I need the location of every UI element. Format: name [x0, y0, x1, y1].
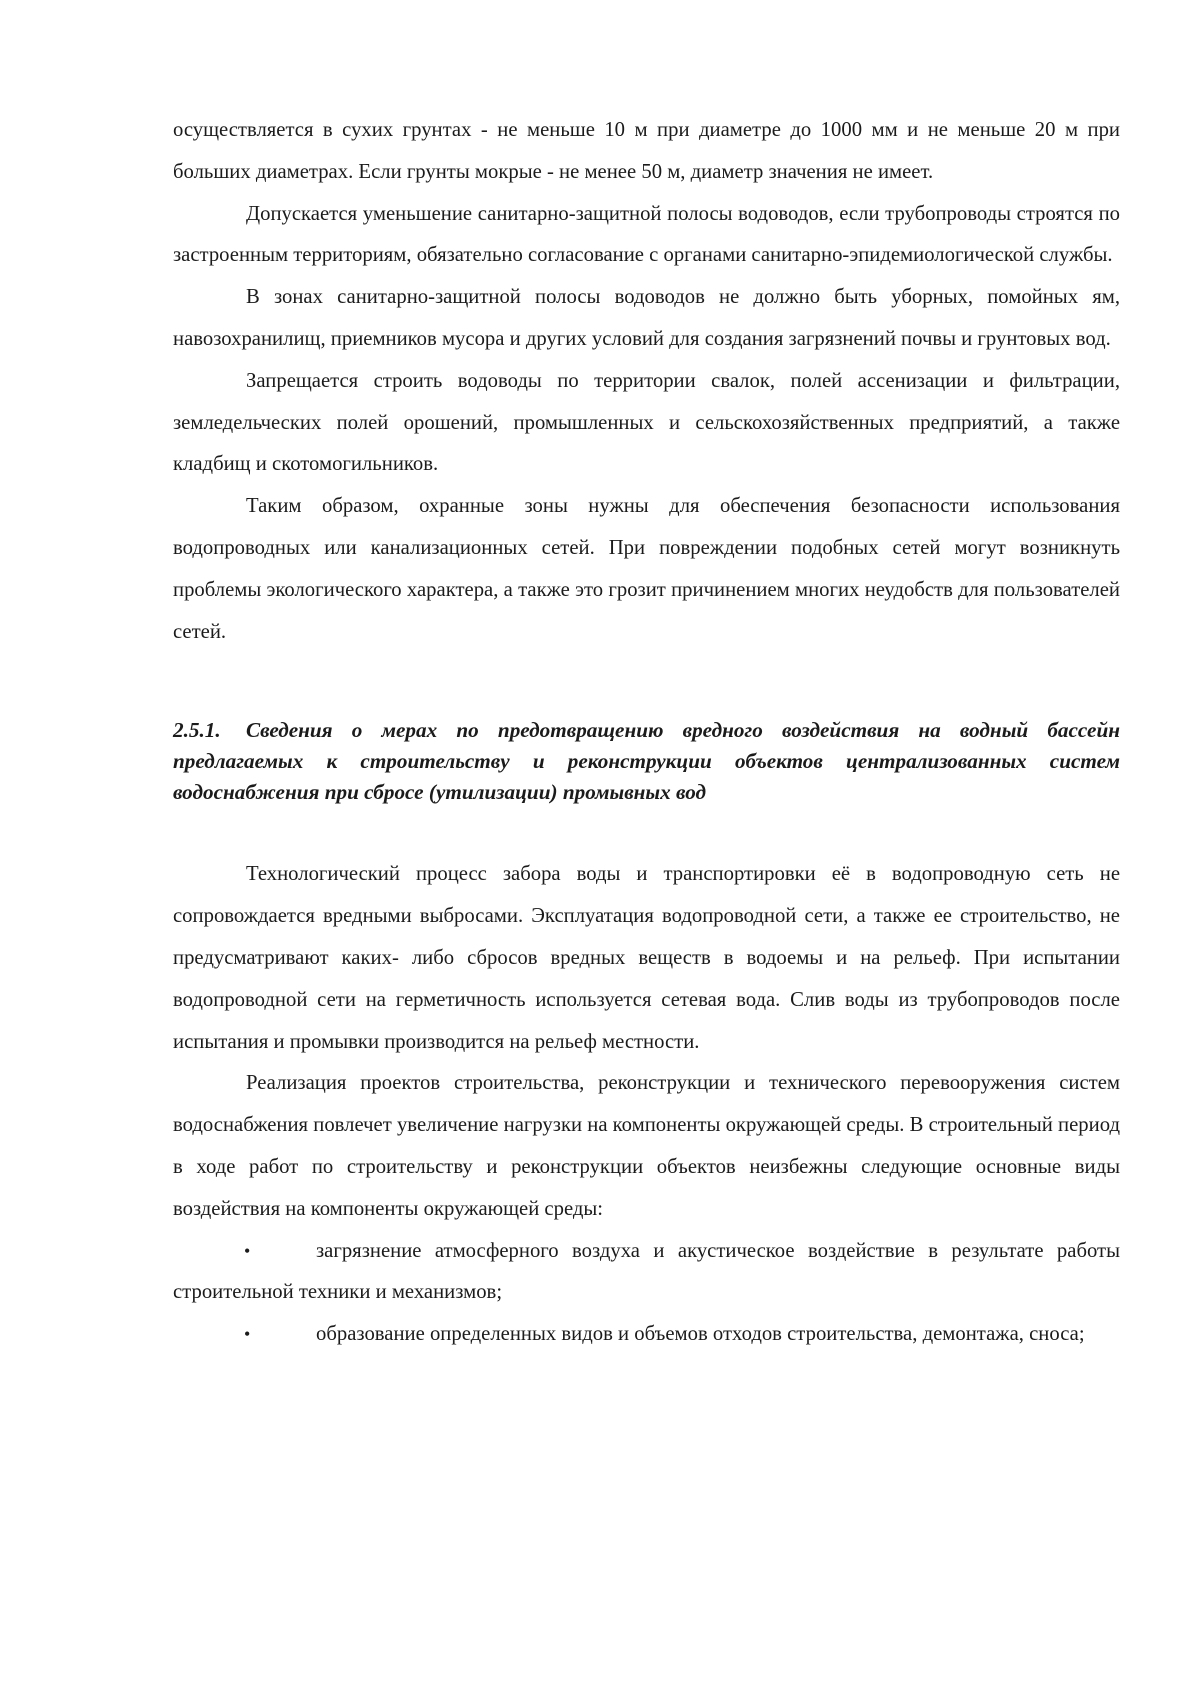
paragraph-environmental-impact: Реализация проектов строительства, реконструкции и технического перевооружения систем водоснабжения повлечет увеличение нагрузки на компоненты окружающей среды. В строительный период в ходе работ по строительству и реконструкции объектов неизбежны следующие основные виды воздействия на компоненты окружающей среды:	[173, 1072, 1120, 1220]
heading-spacer	[173, 808, 1120, 854]
bullet-list-item	[173, 1231, 1120, 1315]
section-heading	[173, 715, 1120, 808]
paragraph-technological-process: Технологический процесс забора воды и транспортировки её в водопроводную сеть не сопровождается вредными выбросами. Эксплуатация водопроводной сети, а также ее строительство, не предусматривают каких- либо сбросов вредных веществ в водоемы и на рельеф. При испытании водопроводной сети на герметичность используется сетевая вода. Слив воды из трубопроводов после испытания и промывки производится на рельеф местности.	[173, 863, 1120, 1053]
bullet-text: загрязнение атмосферного воздуха и акустическое воздействие в результате работы строительной техники и механизмов;	[173, 1239, 1120, 1304]
bullet-icon: •	[244, 1324, 251, 1345]
bullet-icon: •	[244, 1240, 251, 1261]
document-page	[173, 110, 1120, 1356]
section-title: Сведения о мерах по предотвращению вредного воздействия на водный бассейн предлагаемых к строительству и реконструкции объектов централизованных систем водоснабжения при сбросе (утилизации) промывных вод	[173, 718, 1120, 805]
bullet-list-item	[173, 1314, 1120, 1356]
paragraph-sanitary-strip-reduction: Допускается уменьшение санитарно-защитной полосы водоводов, если трубопроводы строятся по застроенным территориям, обязательно согласование с органами санитарно-эпидемиологической службы.	[173, 202, 1120, 267]
bullet-text: образование определенных видов и объемов отходов строительства, демонтажа, сноса;	[316, 1323, 1085, 1346]
paragraph-continuation: осуществляется в сухих грунтах - не меньше 10 м при диаметре до 1000 мм и не меньше 20 м при больших диаметрах. Если грунты мокрые - не менее 50 м, диаметр значения не имеет.	[173, 119, 1120, 183]
paragraph-sanitary-strip-restrictions: В зонах санитарно-защитной полосы водоводов не должно быть уборных, помойных ям, навозохранилищ, приемников мусора и других условий для создания загрязнений почвы и грунтовых вод.	[173, 286, 1120, 350]
section-number: 2.5.1.	[173, 718, 221, 743]
paragraph-protection-zones-summary: Таким образом, охранные зоны нужны для обеспечения безопасности использования водопроводных или канализационных сетей. При повреждении подобных сетей могут возникнуть проблемы экологического характера, а также это грозит причинением многих неудобств для пользователей сетей.	[173, 495, 1120, 643]
paragraph-construction-prohibitions: Запрещается строить водоводы по территории свалок, полей ассенизации и фильтрации, земледельческих полей орошений, промышленных и сельскохозяйственных предприятий, а также кладбищ и скотомогильников.	[173, 369, 1120, 476]
